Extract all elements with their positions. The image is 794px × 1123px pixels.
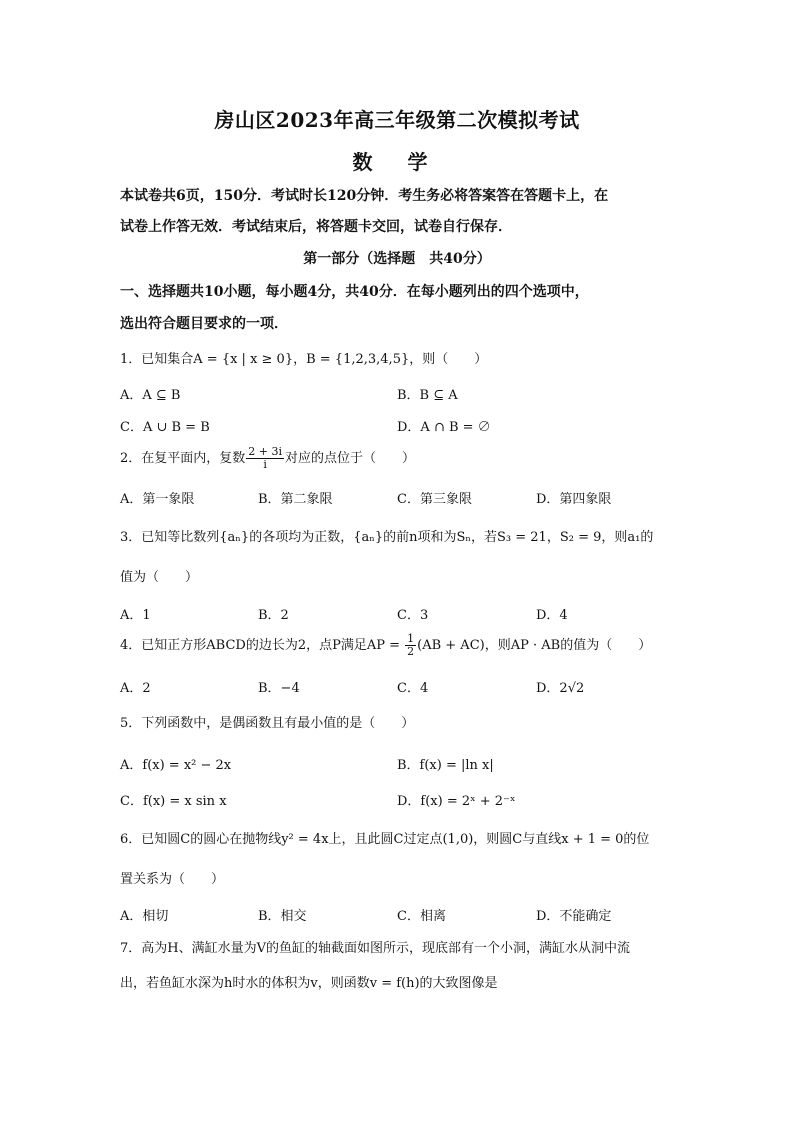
question-1-option-b: B．B ⊆ A xyxy=(397,388,458,403)
question-6-option-a: A．相切 xyxy=(120,909,169,924)
intro-line-2: 试卷上作答无效．考试结束后，将答题卡交回，试卷自行保存． xyxy=(120,219,512,235)
question-2-option-a: A．第一象限 xyxy=(120,492,195,507)
fraction-numerator: 1 xyxy=(407,632,415,645)
question-1-option-d: D．A ∩ B = ∅ xyxy=(397,420,491,435)
question-1-option-c: C．A ∪ B = B xyxy=(120,420,210,435)
question-5-option-d: D．f(x) = 2ˣ + 2⁻ˣ xyxy=(397,794,516,809)
question-6-stem: 6．已知圆C的圆心在抛物线y² = 4x上，且此圆C过定点(1,0)，则圆C与直线x + 1 = 0的位 xyxy=(120,832,650,847)
section-title: 第一部分（选择题 共40分） xyxy=(303,251,491,267)
question-3-option-b: B．2 xyxy=(258,608,289,623)
question-7-stem: 7．高为H、满缸水量为V的鱼缸的轴截面如图所示，现底部有一个小洞，满缸水从洞中流 xyxy=(120,941,630,956)
question-6-option-c: C．相离 xyxy=(397,909,446,924)
question-2-option-d: D．第四象限 xyxy=(536,492,612,507)
question-4-stem xyxy=(120,633,651,658)
question-4-fraction xyxy=(405,633,416,658)
exam-title: 房山区2023年高三年级第二次模拟考试 xyxy=(214,108,580,132)
question-3-stem-line-2: 值为（ ） xyxy=(120,570,199,585)
question-3-option-c: C．3 xyxy=(397,608,429,623)
exam-subject: 数 学 xyxy=(352,150,442,174)
question-2-stem xyxy=(120,446,415,471)
question-4-option-c: C．4 xyxy=(397,681,429,696)
question-5-option-a: A．f(x) = x² − 2x xyxy=(120,758,232,773)
question-2-fraction xyxy=(246,446,284,471)
question-4-option-b: B．−4 xyxy=(258,681,300,696)
question-3-option-a: A．1 xyxy=(120,608,151,623)
question-4-option-a: A．2 xyxy=(120,681,151,696)
intro-line-1: 本试卷共6页，150分．考试时长120分钟．考生务必将答案答在答题卡上，在 xyxy=(120,188,609,204)
question-6-option-d: D．不能确定 xyxy=(536,909,612,924)
question-2-stem-post: 对应的点位于（ ） xyxy=(285,451,416,466)
fraction-denominator: i xyxy=(263,458,267,471)
question-2-option-b: B．第二象限 xyxy=(258,492,333,507)
question-3-stem: 3．已知等比数列{aₙ}的各项均为正数，{aₙ}的前n项和为Sₙ，若S₃ = 21，S₂ = 9，则a₁的 xyxy=(120,530,654,545)
question-6-option-b: B．相交 xyxy=(258,909,307,924)
question-7-stem-line-2: 出，若鱼缸水深为h时水的体积为v，则函数v = f(h)的大致图像是 xyxy=(120,976,498,991)
question-5-option-c: C．f(x) = x sin x xyxy=(120,794,227,809)
fraction-numerator: 2 + 3i xyxy=(248,445,283,458)
question-3-option-d: D．4 xyxy=(536,608,568,623)
question-5-stem: 5．下列函数中，是偶函数且有最小值的是（ ） xyxy=(120,716,415,731)
question-4-stem-post: (AB + AC)，则AP · AB的值为（ ） xyxy=(417,638,652,653)
fraction-denominator: 2 xyxy=(407,645,415,658)
question-1-stem: 1．已知集合A = {x | x ≥ 0}，B = {1,2,3,4,5}，则（ ） xyxy=(120,352,488,367)
question-2-option-c: C．第三象限 xyxy=(397,492,472,507)
question-2-stem-pre: 2．在复平面内，复数 xyxy=(120,451,246,466)
question-1-option-a: A．A ⊆ B xyxy=(120,388,181,403)
part1-instruction-line-1: 一、选择题共10小题，每小题4分，共40分．在每小题列出的四个选项中， xyxy=(120,284,589,300)
question-5-option-b: B．f(x) = |ln x| xyxy=(397,758,494,773)
question-4-option-d: D．2√2 xyxy=(536,681,585,696)
question-4-stem-pre: 4．已知正方形ABCD的边长为2，点P满足AP = xyxy=(120,638,405,653)
question-6-stem-line-2: 置关系为（ ） xyxy=(120,872,225,887)
part1-instruction-line-2: 选出符合题目要求的一项． xyxy=(120,316,288,332)
